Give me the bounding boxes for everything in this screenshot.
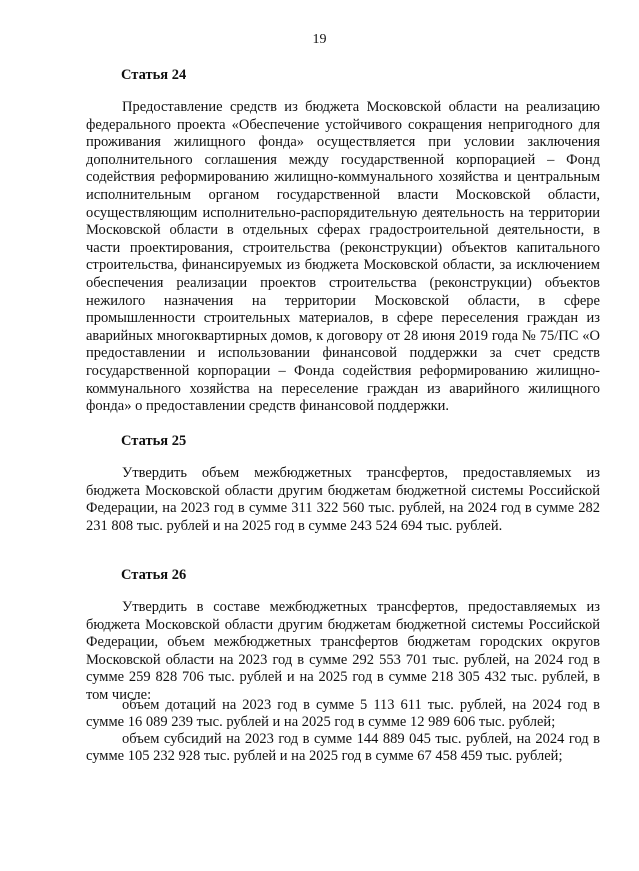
article-26-heading: Статья 26	[121, 567, 187, 583]
article-26-paragraph-main: Утвердить в составе межбюджетных трансфертов, предоставляемых из бюджета Московской области другим бюджетам бюджетной системы Российской Федерации, объем межбюджетных трансфертов бюджетам городских округов Московской области на 2023 год в сумме 292 553 701 тыс. рублей, на 2024 год в сумме 259 828 706 тыс. рублей и на 2025 год в сумме 218 305 432 тыс. рублей, в том числе:	[86, 599, 600, 703]
article-24-paragraph: Предоставление средств из бюджета Московской области на реализацию федерального проекта «Обеспечение устойчивого сокращения непригодного для проживания жилищного фонда» осуществляется при условии заключения дополнительного соглашения между государственной корпорацией – Фонд содействия реформированию жилищно-коммунального хозяйства и центральным исполнительным органом государственной власти Московской области, осуществляющим исполнительно-распорядительную деятельность на территории Московской области в отдельных сферах градостроительной деятельности, в части проектирования, строительства (реконструкции) объектов капитального строительства, финансируемых из бюджета Московской области, за исключением обеспечения реализации проектов строительства (реконструкции) объектов нежилого назначения на территории Московской области, в сфере промышленности строительных материалов, в сфере переселения граждан из аварийных многоквартирных домов, к договору от 28 июня 2019 года № 75/ПС «О предоставлении и использовании финансовой поддержки за счет средств государственной корпорации – Фонда содействия реформированию жилищно-коммунального хозяйства на переселение граждан из аварийного жилищного фонда» о предоставлении средств финансовой поддержки.	[86, 99, 600, 415]
article-26-paragraph-subsidies-dotations: объем дотаций на 2023 год в сумме 5 113 611 тыс. рублей, на 2024 год в сумме 16 089 239 тыс. рублей и на 2025 год в сумме 12 989 606 тыс. рублей;	[86, 697, 600, 730]
article-26-paragraph-subsidies: объем субсидий на 2023 год в сумме 144 889 045 тыс. рублей, на 2024 год в сумме 105 232 928 тыс. рублей и на 2025 год в сумме 67 458 459 тыс. рублей;	[86, 731, 600, 764]
article-24-heading: Статья 24	[121, 67, 187, 83]
page-number: 19	[312, 32, 327, 47]
article-25-heading: Статья 25	[121, 433, 187, 449]
article-25-paragraph: Утвердить объем межбюджетных трансфертов, предоставляемых из бюджета Московской области другим бюджетам бюджетной системы Российской Федерации, на 2023 год в сумме 311 322 560 тыс. рублей, на 2024 год в сумме 282 231 808 тыс. рублей и на 2025 год в сумме 243 524 694 тыс. рублей.	[86, 465, 600, 534]
